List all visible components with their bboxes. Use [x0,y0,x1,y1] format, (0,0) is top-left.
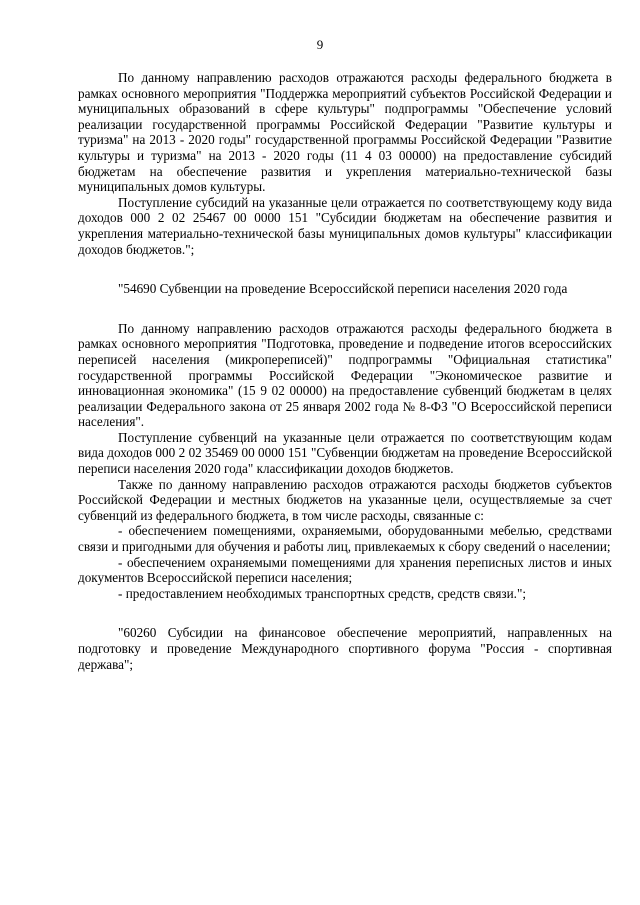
paragraph-heading-54690: "54690 Субвенции на проведение Всероссийской переписи населения 2020 года [118,281,568,297]
list-item-transport: - предоставлением необходимых транспортных средств, средств связи."; [118,585,527,601]
document-body [78,70,612,672]
page-number: 9 [316,37,324,52]
paragraph-subsidy-income-code: Поступление субсидий на указанные цели отражается по соответствующему коду вида доходов 000 2 02 25467 00 0000 151 "Субсидии бюджетам на обеспечение развития и укрепления материально-технической базы муниципальных домов культуры" классификации доходов бюджетов."; [78,194,612,257]
paragraph-expense-direction-census: По данному направлению расходов отражаются расходы федерального бюджета в рамках основного мероприятия "Подготовка, проведение и подведение итогов всероссийских переписей населения (микропереписей)" подпрограммы "Официальная статистика" государственной программы Российской Федерации "Экономическое развитие и инновационная экономика" (15 9 02 00000) на предоставление субвенций бюджетам в целях реализации Федерального закона от 25 января 2002 года № 8-ФЗ "О Всероссийской переписи населения". [78,320,612,430]
paragraph-subvention-income-code: Поступление субвенций на указанные цели отражается по соответствующим кодам вида доходов 000 2 02 35469 00 0000 151 "Субвенции бюджетам на проведение Всероссийской переписи населения 2020 года" классификации доходов бюджетов. [78,429,612,477]
list-item-storage-premises: - обеспечением охраняемыми помещениями для хранения переписных листов и иных документов Всероссийской переписи населения; [78,554,612,586]
list-item-premises: - обеспечением помещениями, охраняемыми, оборудованными мебелью, средствами связи и пригодными для обучения и работы лиц, привлекаемых к сбору сведений о населении; [78,523,612,555]
paragraph-regional-expenses: Также по данному направлению расходов отражаются расходы бюджетов субъектов Российской Федерации и местных бюджетов на указанные цели, осуществляемые за счет субвенций из федерального бюджета, в том числе расходы, связанные с: [78,476,612,523]
paragraph-heading-60260: "60260 Субсидии на финансовое обеспечение мероприятий, направленных на подготовку и проведение Международного спортивного форума "Россия - спортивная держава"; [78,625,612,672]
paragraph-expense-direction-culture: По данному направлению расходов отражаются расходы федерального бюджета в рамках основного мероприятия "Поддержка мероприятий субъектов Российской Федерации и муниципальных образований в сфере культуры" подпрограммы "Обеспечение условий реализации государственной программы Российской Федерации "Развитие культуры и туризма" на 2013 - 2020 годы" государственной программы Российской Федерации "Развитие культуры и туризма" на 2013 - 2020 годы (11 4 03 00000) на предоставление субсидий бюджетам на обеспечение развития и укрепления материально-технической базы муниципальных домов культуры. [78,70,612,195]
